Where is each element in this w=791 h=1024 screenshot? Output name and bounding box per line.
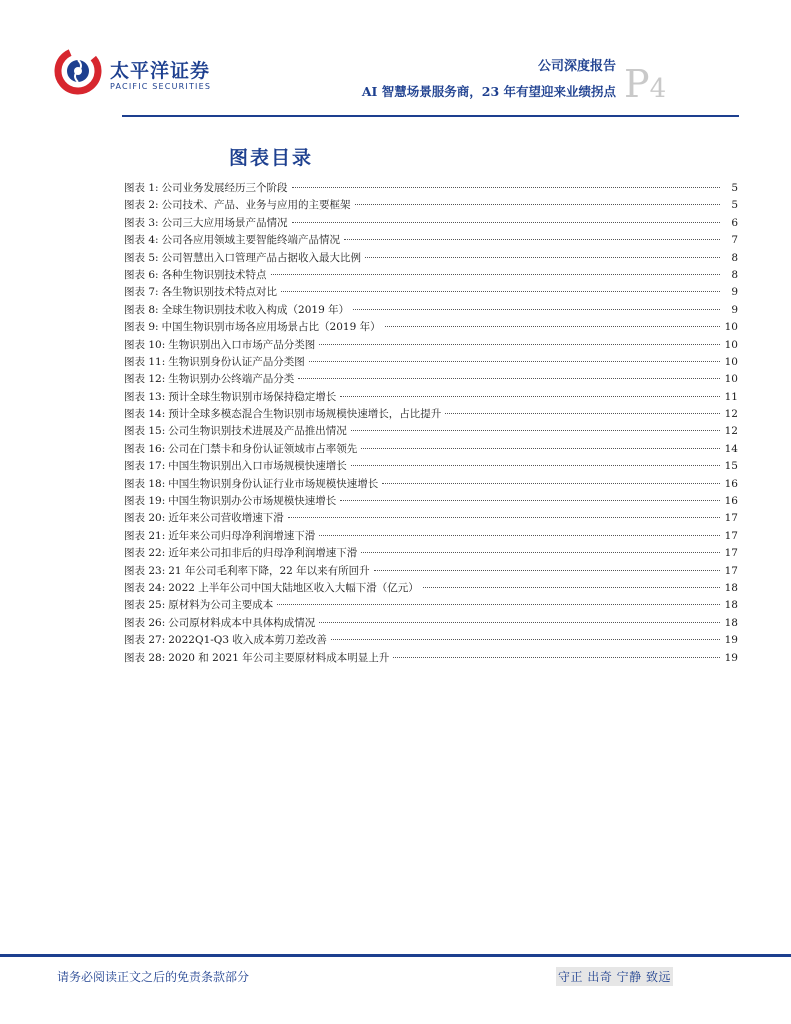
page-letter: P	[624, 62, 650, 106]
toc-entry-leader	[292, 222, 720, 223]
toc-entry-page: 17	[724, 529, 738, 542]
toc-entry-leader	[445, 413, 720, 414]
toc-entry-leader	[353, 309, 720, 310]
toc-entry-title: 公司三大应用场景产品情况	[161, 216, 288, 229]
toc-entry-label: 图表 3:	[124, 216, 159, 229]
toc-entry-leader	[277, 604, 720, 605]
toc-entry[interactable]	[124, 510, 738, 527]
report-type-label: 公司深度报告	[537, 59, 616, 74]
toc-entry-title: 公司业务发展经历三个阶段	[161, 182, 288, 194]
toc-entry-title: 公司各应用领域主要智能终端产品情况	[161, 234, 341, 247]
toc-entry-page: 12	[724, 408, 738, 421]
toc-entry[interactable]	[124, 441, 738, 458]
toc-entry-leader	[340, 500, 720, 501]
toc-entry[interactable]	[124, 319, 738, 336]
toc-entry-label: 图表 24:	[124, 581, 166, 594]
toc-entry-title: 2022 上半年公司中国大陆地区收入大幅下滑（亿元）	[168, 581, 419, 594]
toc-entry-leader	[331, 639, 720, 640]
toc-entry-title: 全球生物识别技术收入构成（2019 年）	[161, 303, 350, 316]
toc-entry[interactable]	[124, 267, 738, 284]
toc-entry-leader	[351, 465, 720, 466]
toc-entry-leader	[281, 291, 720, 292]
toc-entry-title: 各种生物识别技术特点	[161, 268, 267, 281]
toc-entry-leader	[288, 517, 720, 518]
toc-entry[interactable]	[124, 371, 738, 388]
toc-entry[interactable]	[124, 615, 738, 632]
toc-entry-leader	[319, 535, 720, 536]
toc-entry-page: 16	[724, 477, 738, 490]
toc-entry-page: 12	[724, 425, 738, 438]
toc-entry-label: 图表 22:	[124, 547, 166, 560]
toc-entry-page: 9	[731, 303, 738, 316]
toc-entry-label: 图表 17:	[124, 460, 166, 473]
toc-entry-title: 生物识别出入口市场产品分类图	[168, 338, 316, 351]
toc-entry-leader	[319, 344, 720, 345]
toc-entry-title: 近年来公司扣非后的归母净利润增速下滑	[168, 547, 358, 560]
toc-entry-title: 原材料为公司主要成本	[168, 599, 274, 612]
page-number: 4	[649, 74, 667, 104]
toc-entry-label: 图表 13:	[124, 390, 166, 403]
toc-entry-label: 图表 8:	[124, 303, 159, 316]
toc-entry-label: 图表 5:	[124, 251, 159, 264]
logo-chinese-name: 太平洋证券	[110, 60, 211, 82]
logo-english-name: PACIFIC SECURITIES	[110, 82, 212, 91]
toc-entry-page: 7	[731, 234, 738, 247]
toc-entry-leader	[309, 361, 720, 362]
toc-entry-page: 17	[724, 512, 738, 525]
toc-entry-leader	[393, 657, 720, 658]
toc-entry[interactable]	[124, 215, 738, 232]
pacific-securities-logo-icon	[54, 44, 106, 96]
toc-entry[interactable]	[124, 284, 738, 301]
toc-entry-title: 生物识别身份认证产品分类图	[168, 355, 305, 368]
toc-entry-leader	[344, 239, 720, 240]
toc-entry-title: 近年来公司归母净利润增速下滑	[168, 529, 316, 542]
footer-divider	[0, 954, 791, 957]
toc-entry-page: 9	[731, 286, 738, 299]
toc-entry-leader	[365, 257, 720, 258]
toc-entry[interactable]	[124, 650, 738, 667]
toc-entry-page: 18	[724, 616, 738, 629]
toc-entry-title: 生物识别办公终端产品分类	[168, 373, 295, 386]
toc-entry-leader	[292, 187, 720, 188]
toc-entry-page: 18	[724, 581, 738, 594]
toc-entry-page: 17	[724, 564, 738, 577]
toc-entry-page: 19	[724, 634, 738, 647]
toc-entry-leader	[271, 274, 720, 275]
toc-entry[interactable]	[124, 528, 738, 545]
toc-entry-title: 中国生物识别办公市场规模快速增长	[168, 495, 337, 508]
report-title: AI 智慧场景服务商，23 年有望迎来业绩拐点	[361, 84, 616, 99]
toc-entry-label: 图表 15:	[124, 425, 166, 438]
toc-entry-title: 预计全球生物识别市场保持稳定增长	[168, 390, 337, 403]
toc-entry-label: 图表 4:	[124, 234, 159, 247]
toc-entry-page: 17	[724, 547, 738, 560]
toc-entry-title: 近年来公司营收增速下滑	[168, 512, 284, 525]
toc-entry-page: 19	[724, 651, 738, 664]
toc-entry-label: 图表 6:	[124, 268, 159, 281]
toc-entry[interactable]	[124, 389, 738, 406]
toc-entry[interactable]	[124, 232, 738, 249]
toc-heading: 图表目录	[229, 147, 314, 169]
toc-entry-label: 图表 23:	[124, 564, 166, 577]
toc-entry-label: 图表 25:	[124, 599, 166, 612]
toc-entry-label: 图表 10:	[124, 338, 166, 351]
toc-entry-leader	[423, 587, 720, 588]
toc-entry[interactable]	[124, 354, 738, 371]
toc-entry[interactable]	[124, 302, 738, 319]
toc-entry[interactable]	[124, 545, 738, 562]
toc-entry-label: 图表 20:	[124, 512, 166, 525]
toc-entry[interactable]	[124, 597, 738, 614]
toc-entry-page: 16	[724, 495, 738, 508]
toc-entry-page: 10	[724, 355, 738, 368]
toc-entry-title: 公司技术、产品、业务与应用的主要框架	[161, 199, 351, 212]
toc-entry-leader	[361, 448, 720, 449]
toc-entry[interactable]	[124, 580, 738, 597]
toc-entry[interactable]	[124, 180, 738, 197]
toc-entry-label: 图表 7:	[124, 286, 159, 299]
toc-entry-leader	[351, 430, 720, 431]
toc-entry-page: 11	[724, 390, 738, 403]
company-logo	[54, 44, 214, 96]
toc-entry[interactable]	[124, 406, 738, 423]
toc-entry-label: 图表 9:	[124, 321, 159, 334]
toc-entry-label: 图表 21:	[124, 529, 166, 542]
toc-entry[interactable]	[124, 632, 738, 649]
table-of-figures	[124, 180, 738, 667]
toc-entry-page: 18	[724, 599, 738, 612]
toc-entry-label: 图表 28:	[124, 651, 166, 664]
header-divider	[122, 115, 739, 117]
toc-entry-title: 公司在门禁卡和身份认证领域市占率领先	[168, 442, 358, 455]
toc-entry-page: 5	[731, 182, 738, 194]
toc-entry-title: 中国生物识别身份认证行业市场规模快速增长	[168, 477, 379, 490]
toc-entry-label: 图表 27:	[124, 634, 166, 647]
toc-entry-page: 8	[731, 251, 738, 264]
toc-entry[interactable]	[124, 197, 738, 214]
toc-entry-label: 图表 16:	[124, 442, 166, 455]
toc-entry-title: 公司原材料成本中具体构成情况	[168, 616, 316, 629]
toc-entry-label: 图表 14:	[124, 408, 166, 421]
toc-entry-label: 图表 12:	[124, 373, 166, 386]
toc-entry-leader	[382, 483, 720, 484]
toc-entry[interactable]	[124, 476, 738, 493]
toc-entry-title: 各生物识别技术特点对比	[161, 286, 278, 299]
toc-entry-leader	[361, 552, 720, 553]
toc-entry-title: 2022Q1-Q3 收入成本剪刀差改善	[168, 634, 327, 647]
toc-entry-page: 8	[731, 268, 738, 281]
page-number-marker	[624, 62, 666, 106]
footer-slogan: 守正 出奇 宁静 致远	[556, 967, 673, 986]
toc-entry-title: 中国生物识别出入口市场规模快速增长	[168, 460, 347, 473]
toc-entry-title: 2020 和 2021 年公司主要原材料成本明显上升	[168, 651, 390, 664]
footer-disclaimer: 请务必阅读正文之后的免责条款部分	[57, 970, 250, 984]
toc-entry-leader	[385, 326, 720, 327]
toc-entry-leader	[355, 204, 720, 205]
toc-entry-page: 14	[724, 442, 738, 455]
toc-entry-label: 图表 11:	[124, 355, 166, 368]
toc-entry-page: 15	[724, 460, 738, 473]
toc-entry[interactable]	[124, 250, 738, 267]
toc-entry-leader	[340, 396, 720, 397]
toc-entry-label: 图表 2:	[124, 199, 159, 212]
toc-entry-leader	[374, 570, 720, 571]
toc-entry-title: 中国生物识别市场各应用场景占比（2019 年）	[161, 321, 381, 334]
toc-entry-page: 6	[731, 216, 738, 229]
toc-entry-title: 预计全球多模态混合生物识别市场规模快速增长，占比提升	[168, 408, 442, 421]
toc-entry[interactable]	[124, 563, 738, 580]
toc-entry-label: 图表 18:	[124, 477, 166, 490]
toc-entry-label: 图表 26:	[124, 616, 166, 629]
toc-entry-page: 10	[724, 321, 738, 334]
toc-entry[interactable]	[124, 423, 738, 440]
toc-entry-title: 21 年公司毛利率下降，22 年以来有所回升	[168, 564, 370, 577]
toc-entry[interactable]	[124, 458, 738, 475]
toc-entry[interactable]	[124, 493, 738, 510]
toc-entry-title: 公司生物识别技术进展及产品推出情况	[168, 425, 347, 438]
toc-entry-page: 10	[724, 338, 738, 351]
toc-entry-leader	[298, 378, 720, 379]
toc-entry-label: 图表 19:	[124, 495, 166, 508]
toc-entry-label: 图表 1:	[124, 182, 159, 194]
toc-entry-page: 5	[731, 199, 738, 212]
toc-entry-page: 10	[724, 373, 738, 386]
toc-entry[interactable]	[124, 337, 738, 354]
toc-entry-leader	[319, 622, 720, 623]
toc-entry-title: 公司智慧出入口管理产品占据收入最大比例	[161, 251, 362, 264]
